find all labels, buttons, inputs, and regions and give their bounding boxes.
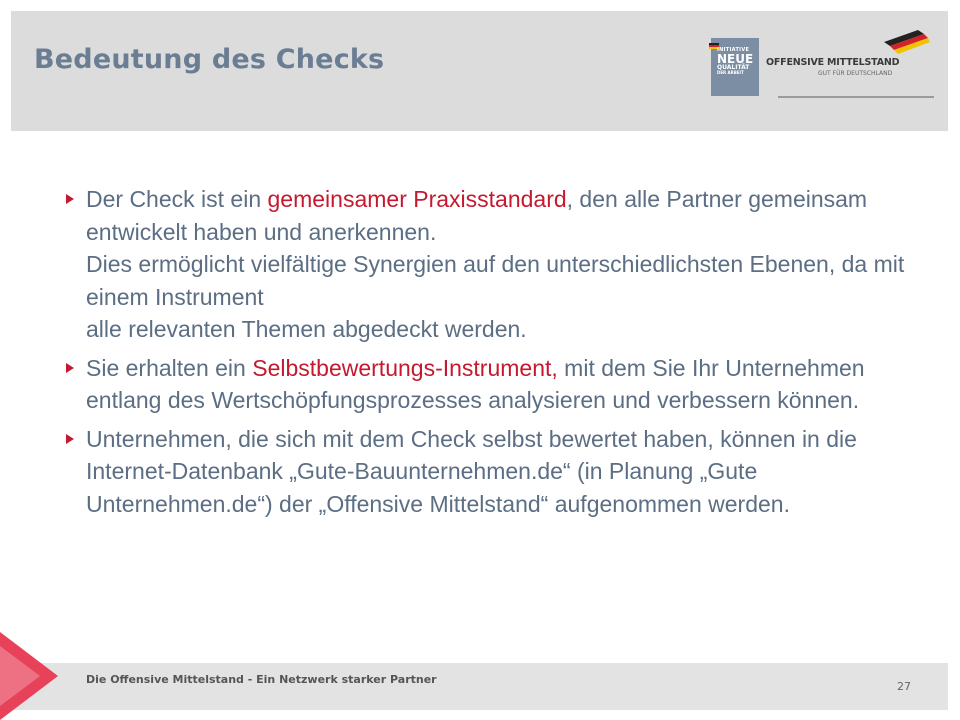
logo-name: OFFENSIVE MITTELSTAND bbox=[766, 57, 900, 68]
bullet-item-1 bbox=[64, 183, 914, 346]
logo-underline bbox=[778, 96, 934, 98]
logo-line-initiative: INITIATIVE bbox=[717, 47, 750, 53]
bullet-arrow-icon bbox=[66, 194, 74, 204]
logo-line-neue: NEUE bbox=[717, 52, 754, 66]
bullet-1-line3: alle relevanten Themen abgedeckt werden. bbox=[86, 316, 527, 342]
bullet-1-line2: Dies ermöglicht vielfältige Synergien auf den unterschiedlichsten Ebenen, da mit einem Instrument bbox=[86, 251, 905, 310]
bullet-list bbox=[64, 183, 914, 526]
bullet-2-highlight: Selbstbewertungs-Instrument, bbox=[252, 354, 558, 381]
bullet-2-post: mit dem Sie Ihr Unternehmen entlang des Wertschöpfungsprozesses analysieren und verbessern können. bbox=[86, 354, 865, 413]
slide-title: Bedeutung des Checks bbox=[34, 44, 385, 75]
footer-band bbox=[11, 663, 948, 710]
bullet-item-2 bbox=[64, 352, 914, 417]
bullet-1-highlight: gemeinsamer Praxisstandard bbox=[267, 186, 567, 212]
page-number: 27 bbox=[897, 680, 911, 693]
bullet-1-pre: Der Check ist ein bbox=[86, 186, 268, 212]
bullet-2-pre: Sie erhalten ein bbox=[86, 354, 253, 381]
bullet-1-post: , den alle Partner gemeinsam entwickelt haben und anerkennen. bbox=[86, 186, 868, 245]
initiative-neue-qualitaet-logo bbox=[711, 38, 759, 96]
logo-line-der-arbeit: DER ARBEIT bbox=[717, 70, 744, 75]
logo-tagline: GUT FÜR DEUTSCHLAND bbox=[818, 70, 893, 77]
footer-text: Die Offensive Mittelstand - Ein Netzwerk starker Partner bbox=[86, 673, 437, 686]
german-flag-icon bbox=[878, 28, 930, 58]
bullet-3-text: Unternehmen, die sich mit dem Check selbst bewertet haben, können in die Internet-Datenbank „Gute-Bauunternehmen.de“ (in Planung „Gute Unternehmen.de“) der „Offensive Mittelstand“ aufgenommen werden. bbox=[86, 425, 857, 517]
offensive-mittelstand-logo bbox=[766, 28, 926, 98]
bullet-arrow-icon bbox=[66, 434, 74, 444]
logo-line-qualitaet: QUALITÄT bbox=[717, 64, 750, 71]
footer-arrow-icon bbox=[0, 632, 60, 720]
bullet-item-3 bbox=[64, 423, 914, 521]
bullet-arrow-icon bbox=[66, 363, 74, 373]
